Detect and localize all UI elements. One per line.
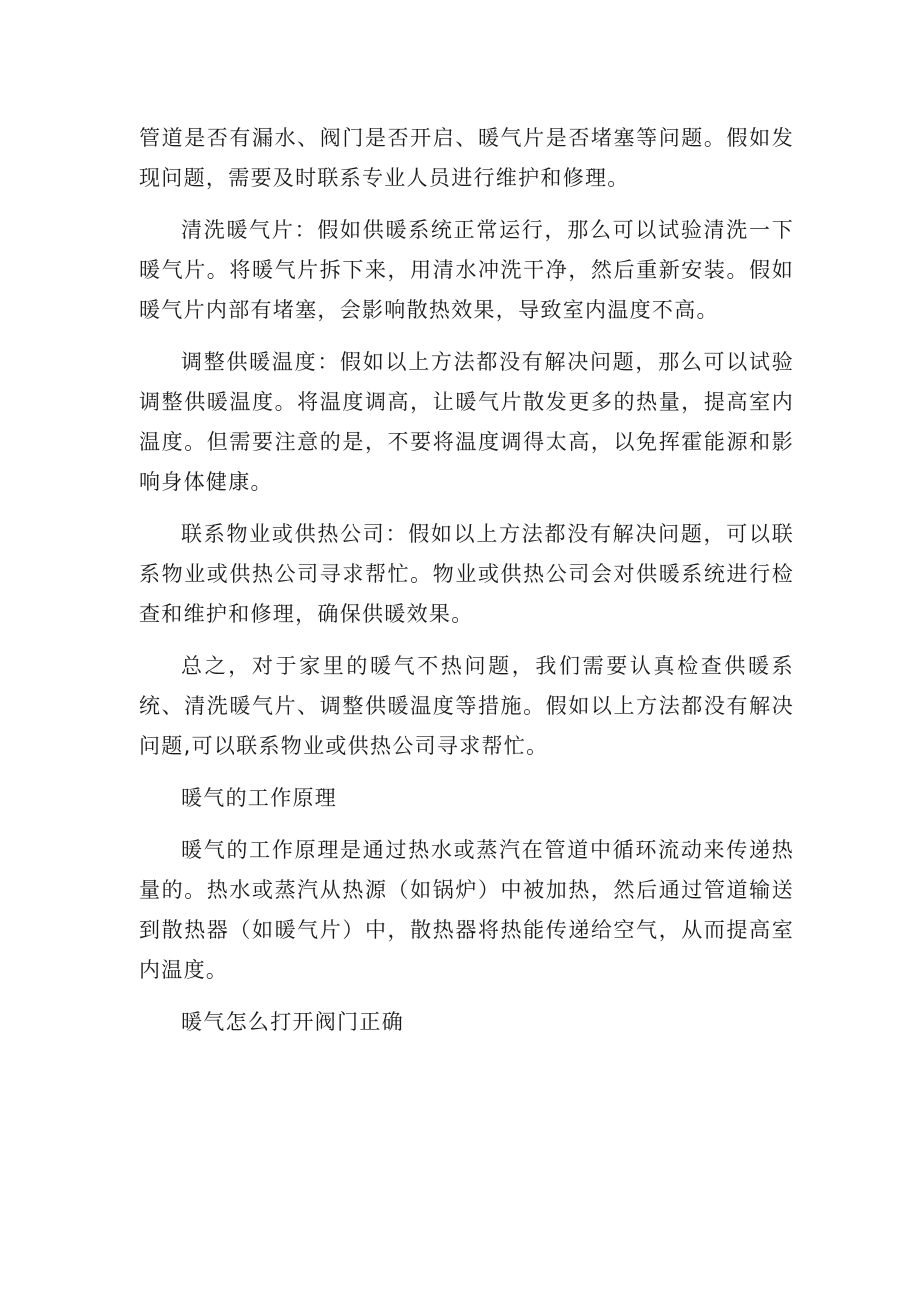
- paragraph-clean-radiator: 清洗暖气片：假如供暖系统正常运行，那么可以试验清洗一下暖气片。将暖气片拆下来，用清水冲洗干净，然后重新安装。假如暖气片内部有堵塞，会影响散热效果，导致室内温度不高。: [139, 218, 794, 322]
- section-heading-open-valve: 暖气怎么打开阀门正确: [181, 1010, 404, 1034]
- paragraph-continuation: 管道是否有漏水、阀门是否开启、暖气片是否堵塞等问题。假如发现问题，需要及时联系专业人员进行维护和修理。: [139, 126, 794, 190]
- paragraph-adjust-temperature: 调整供暖温度：假如以上方法都没有解决问题，那么可以试验调整供暖温度。将温度调高，让暖气片散发更多的热量，提高室内温度。但需要注意的是，不要将温度调得太高，以免挥霍能源和影响身体健康。: [139, 350, 794, 494]
- section-heading-working-principle: 暖气的工作原理: [181, 786, 338, 810]
- paragraph-summary: 总之，对于家里的暖气不热问题，我们需要认真检查供暖系统、清洗暖气片、调整供暖温度等措施。假如以上方法都没有解决问题,可以联系物业或供热公司寻求帮忙。: [139, 654, 794, 758]
- document-body: [139, 118, 794, 1042]
- paragraph-contact-property: 联系物业或供热公司：假如以上方法都没有解决问题，可以联系物业或供热公司寻求帮忙。物业或供热公司会对供暖系统进行检查和维护和修理，确保供暖效果。: [139, 522, 794, 626]
- paragraph-working-principle: 暖气的工作原理是通过热水或蒸汽在管道中循环流动来传递热量的。热水或蒸汽从热源（如锅炉）中被加热，然后通过管道输送到散热器（如暖气片）中，散热器将热能传递给空气，从而提高室内温度。: [139, 838, 794, 982]
